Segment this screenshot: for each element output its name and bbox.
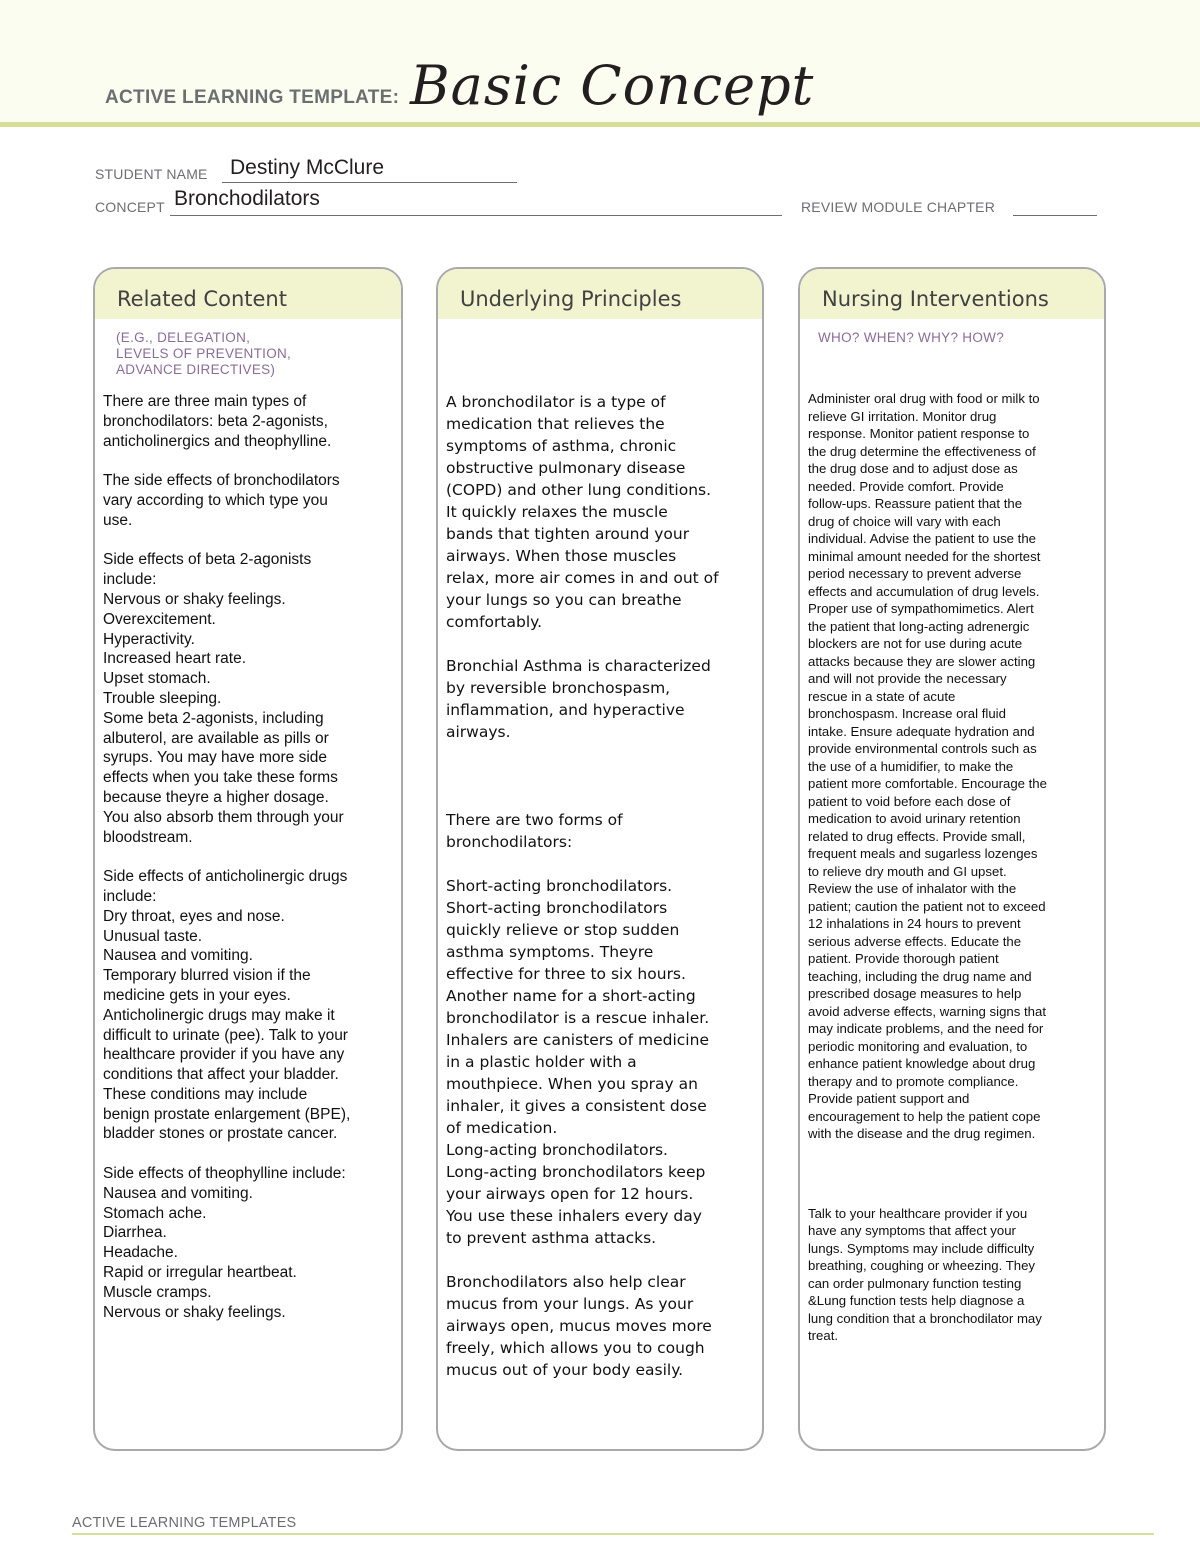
nursing-interventions-title: Nursing Interventions: [822, 287, 1049, 311]
student-name-field[interactable]: Destiny McClure: [230, 156, 385, 179]
underlying-principles-panel: [436, 267, 764, 1451]
related-content-title: Related Content: [117, 287, 287, 311]
related-content-text[interactable]: There are three main types of bronchodilators: beta 2-agonists, anticholinergics and theophylline. The side effects of bronchodilators vary according to which type you use. Side effects of beta 2-agonists include: Nervous or shaky feelings. Overexcitement. Hyperactivity. Increased heart rate. Upset stomach. Trouble sleeping. Some beta 2-agonists, including albuterol, are available as pills or syrups. You may have more side effects when you take these forms because theyre a higher dosage. You also absorb them through your bloodstream. Side effects of anticholinergic drugs include: Dry throat, eyes and nose. Unusual taste. Nausea and vomiting. Temporary blurred vision if the medicine gets in your eyes. Anticholinergic drugs may make it difficult to urinate (pee). Talk to your healthcare provider if you have any conditions that affect your bladder. These conditions may include benign prostate enlargement (BPE), bladder stones or prostate cancer. Side effects of theophylline include: Nausea and vomiting. Stomach ache. Diarrhea. Headache. Rapid or irregular heartbeat. Muscle cramps. Nervous or shaky feelings.: [103, 393, 351, 1321]
provider-note-text[interactable]: Talk to your healthcare provider if you have any symptoms that affect your lungs. Symptoms may include difficulty breathing, coughing or wheezing. They can order pulmonary function testing &Lung function tests help diagnose a lung condition that a bronchodilator may treat.: [808, 1205, 1042, 1343]
nursing-interventions-text[interactable]: Administer oral drug with food or milk to relieve GI irritation. Monitor drug response. Monitor patient response to the drug determine the effectiveness of the drug dose and to adjust dose as needed. Provide comfort. Provide follow-ups. Reassure patient that the drug of choice will vary with each individual. Advise the patient to use the minimal amount needed for the shortest period necessary to prevent adverse effects and accumulation of drug levels. Proper use of sympathomimetics. Alert the patient that long-acting adrenergic blockers are not for use during acute attacks because they are slower acting and will not provide the necessary rescue in a state of acute bronchospasm. Increase oral fluid intake. Ensure adequate hydration and provide environmental controls such as the use of a humidifier, to make the patient more comfortable. Encourage the patient to void before each dose of medication to avoid urinary retention related to drug effects. Provide small, frequent meals and sugarless lozenges to relieve dry mouth and GI upset. Review the use of inhalator with the patient; caution the patient not to exceed 12 inhalations in 24 hours to prevent serious adverse effects. Educate the patient. Provide thorough patient teaching, including the drug name and prescribed dosage measures to help avoid adverse effects, warning signs that may indicate problems, and the need for periodic monitoring and evaluation, to enhance patient knowledge about drug therapy and to promote compliance. Provide patient support and encouragement to help the patient cope with the disease and the drug regimen.: [808, 391, 1047, 1141]
nursing-interventions-body: [808, 390, 1100, 1345]
student-name-line: [222, 182, 517, 183]
underlying-principles-text[interactable]: A bronchodilator is a type of medication that relieves the symptoms of asthma, chronic obstructive pulmonary disease (COPD) and other lung conditions. It quickly relaxes the muscle bands that tighten around your airways. When those muscles relax, more air comes in and out of your lungs so you can breathe comfortably. Bronchial Asthma is characterized by reversible bronchospasm, inflammation, and hyperactive airways. There are two forms of bronchodilators: Short-acting bronchodilators. Short-acting bronchodilators quickly relieve or stop sudden asthma symptoms. Theyre effective for three to six hours. Another name for a short-acting bronchodilator is a rescue inhaler. Inhalers are canisters of medicine in a plastic holder with a mouthpiece. When you spray an inhaler, it gives a consistent dose of medication. Long-acting bronchodilators. Long-acting bronchodilators keep your airways open for 12 hours. You use these inhalers every day to prevent asthma attacks. Bronchodilators also help clear mucus from your lungs. As your airways open, mucus moves more freely, which allows you to cough mucus out of your body easily.: [446, 393, 719, 1379]
footer-rule: [72, 1533, 1154, 1535]
template-label: ACTIVE LEARNING TEMPLATE:: [105, 87, 400, 108]
review-module-line: [1013, 215, 1097, 216]
related-content-subtitle: (E.G., DELEGATION, LEVELS OF PREVENTION, ADVANCE DIRECTIVES): [116, 330, 292, 377]
header-rule: [0, 122, 1200, 127]
concept-label: CONCEPT: [95, 199, 165, 215]
footer-label: ACTIVE LEARNING TEMPLATES: [72, 1515, 297, 1531]
student-name-label: STUDENT NAME: [95, 166, 208, 182]
related-content-panel: [93, 267, 403, 1451]
concept-field[interactable]: Bronchodilators: [174, 187, 320, 210]
underlying-principles-title: Underlying Principles: [460, 287, 682, 311]
spacer: [808, 1143, 1100, 1205]
review-module-label: REVIEW MODULE CHAPTER: [801, 199, 995, 215]
concept-line: [170, 215, 782, 216]
page-title: Basic Concept: [410, 54, 815, 117]
nursing-interventions-panel: [798, 267, 1106, 1451]
nursing-interventions-subtitle: WHO? WHEN? WHY? HOW?: [818, 330, 1005, 345]
